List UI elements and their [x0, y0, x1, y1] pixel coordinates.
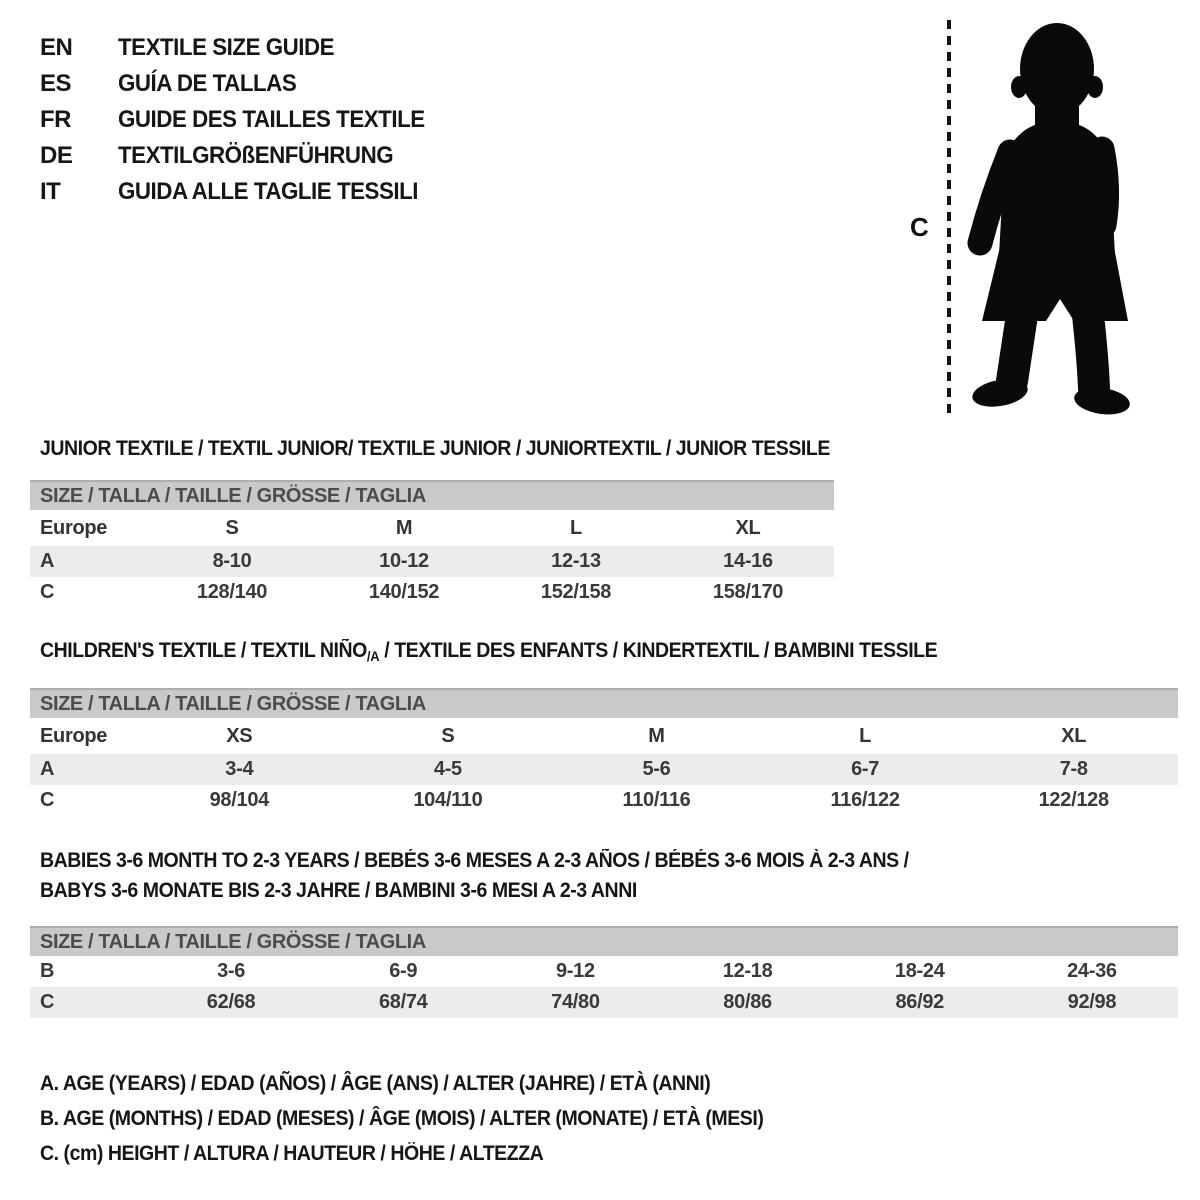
table-cell: 3-4 — [225, 758, 254, 780]
language-title-list — [40, 30, 448, 210]
table-cell: S — [441, 724, 455, 747]
size-header-bar: SIZE / TALLA / TAILLE / GRÖSSE / TAGLIA — [30, 480, 834, 510]
row-label: B — [40, 960, 55, 982]
language-title: GUIDE DES TAILLES TEXTILE — [118, 106, 425, 133]
size-header-bar: SIZE / TALLA / TAILLE / GRÖSSE / TAGLIA — [30, 688, 1178, 718]
table-cell: 6-9 — [389, 960, 418, 982]
height-measure-label: C — [910, 212, 929, 242]
row-label: C — [40, 991, 55, 1013]
table-cell: L — [570, 516, 582, 539]
size-table — [30, 480, 834, 608]
table-row — [30, 785, 1178, 816]
table-cell: 12-18 — [722, 960, 773, 982]
language-code: ES — [40, 70, 72, 97]
size-table — [30, 926, 1178, 1018]
language-row — [40, 30, 448, 66]
section-heading-line: JUNIOR TEXTILE / TEXTIL JUNIOR/ TEXTILE JUNIOR / JUNIORTEXTIL / JUNIOR TESSILE — [40, 437, 830, 460]
table-cell: 128/140 — [196, 581, 268, 603]
table-cell: 140/152 — [368, 581, 440, 603]
table-row — [30, 956, 1178, 987]
table-cell: 104/110 — [413, 789, 483, 811]
section-heading — [40, 434, 889, 464]
measurement-legend — [40, 1066, 1200, 1171]
row-label: A — [40, 758, 55, 780]
table-cell: L — [859, 724, 872, 747]
language-code: FR — [40, 106, 71, 133]
section-heading — [40, 636, 1005, 671]
table-cell: M — [648, 724, 665, 747]
table-row — [30, 546, 834, 577]
table-row — [30, 510, 834, 546]
table-cell: 8-10 — [212, 550, 252, 572]
table-cell: 10-12 — [379, 550, 429, 572]
table-cell: S — [225, 516, 239, 539]
row-label: C — [40, 789, 55, 811]
language-row — [40, 138, 448, 174]
table-cell: 14-16 — [723, 550, 773, 572]
legend-line-a: A. AGE (YEARS) / EDAD (AÑOS) / ÂGE (ANS) / ALTER (JAHRE) / ETÀ (ANNI) — [40, 1072, 711, 1095]
table-cell: XS — [226, 724, 253, 747]
language-code: IT — [40, 178, 61, 205]
table-cell: 122/128 — [1038, 789, 1109, 811]
language-code: EN — [40, 34, 73, 61]
table-cell: 98/104 — [209, 789, 269, 811]
table-cell: 80/86 — [723, 991, 772, 1013]
table-cell: 116/122 — [830, 789, 900, 811]
language-title: TEXTILGRÖßENFÜHRUNG — [118, 142, 394, 169]
table-cell: 9-12 — [555, 960, 595, 982]
section-heading — [40, 846, 1178, 906]
legend-line-c: C. (cm) HEIGHT / ALTURA / HAUTEUR / HÖHE / ALTEZZA — [40, 1142, 544, 1165]
table-cell: 62/68 — [206, 991, 256, 1013]
table-row — [30, 754, 1178, 785]
language-title: GUIDA ALLE TAGLIE TESSILI — [118, 178, 419, 205]
table-cell: 3-6 — [217, 960, 246, 982]
table-cell: 86/92 — [895, 991, 945, 1013]
table-cell: XL — [735, 516, 761, 539]
table-cell: XL — [1061, 724, 1087, 747]
row-label: Europe — [40, 724, 108, 747]
row-label: Europe — [40, 516, 108, 539]
table-cell: 68/74 — [378, 991, 428, 1013]
table-cell: 5-6 — [642, 758, 671, 780]
toddler-silhouette-icon — [962, 16, 1142, 418]
table-cell: 12-13 — [551, 550, 601, 572]
language-title: TEXTILE SIZE GUIDE — [118, 34, 335, 61]
table-cell: 24-36 — [1067, 960, 1117, 982]
language-code: DE — [40, 142, 73, 169]
language-title: GUÍA DE TALLAS — [118, 70, 297, 97]
table-cell: M — [395, 516, 413, 539]
language-row — [40, 174, 448, 210]
language-row — [40, 66, 448, 102]
table-cell: 152/158 — [540, 581, 612, 603]
table-cell: 158/170 — [712, 581, 784, 603]
row-label: C — [40, 581, 55, 603]
language-row — [40, 102, 448, 138]
table-cell: 92/98 — [1067, 991, 1117, 1013]
table-row — [30, 577, 834, 608]
height-dashed-line — [947, 20, 951, 414]
row-label: A — [40, 550, 55, 572]
table-row — [30, 987, 1178, 1018]
size-header-bar: SIZE / TALLA / TAILLE / GRÖSSE / TAGLIA — [30, 926, 1178, 956]
legend-line-b: B. AGE (MONTHS) / EDAD (MESES) / ÂGE (MOIS) / ALTER (MONATE) / ETÀ (MESI) — [40, 1107, 764, 1130]
section-heading-line: BABIES 3-6 MONTH TO 2-3 YEARS / BEBÉS 3-6 MESES A 2-3 AÑOS / BÉBÉS 3-6 MOIS À 2-3 ANS / — [40, 849, 909, 872]
section-heading-line: BABYS 3-6 MONATE BIS 2-3 JAHRE / BAMBINI 3-6 MESI A 2-3 ANNI — [40, 879, 637, 902]
table-cell: 74/80 — [551, 991, 600, 1013]
table-cell: 110/116 — [622, 789, 691, 811]
table-cell: 4-5 — [433, 758, 462, 780]
table-cell: 18-24 — [894, 960, 945, 982]
table-row — [30, 718, 1178, 754]
section-heading-line: CHILDREN'S TEXTILE / TEXTIL NIÑO/A / TEXTILE DES ENFANTS / KINDERTEXTIL / BAMBINI TESSILE — [40, 639, 938, 664]
table-cell: 6-7 — [851, 758, 880, 780]
table-cell: 7-8 — [1059, 758, 1088, 780]
size-table — [30, 688, 1178, 816]
